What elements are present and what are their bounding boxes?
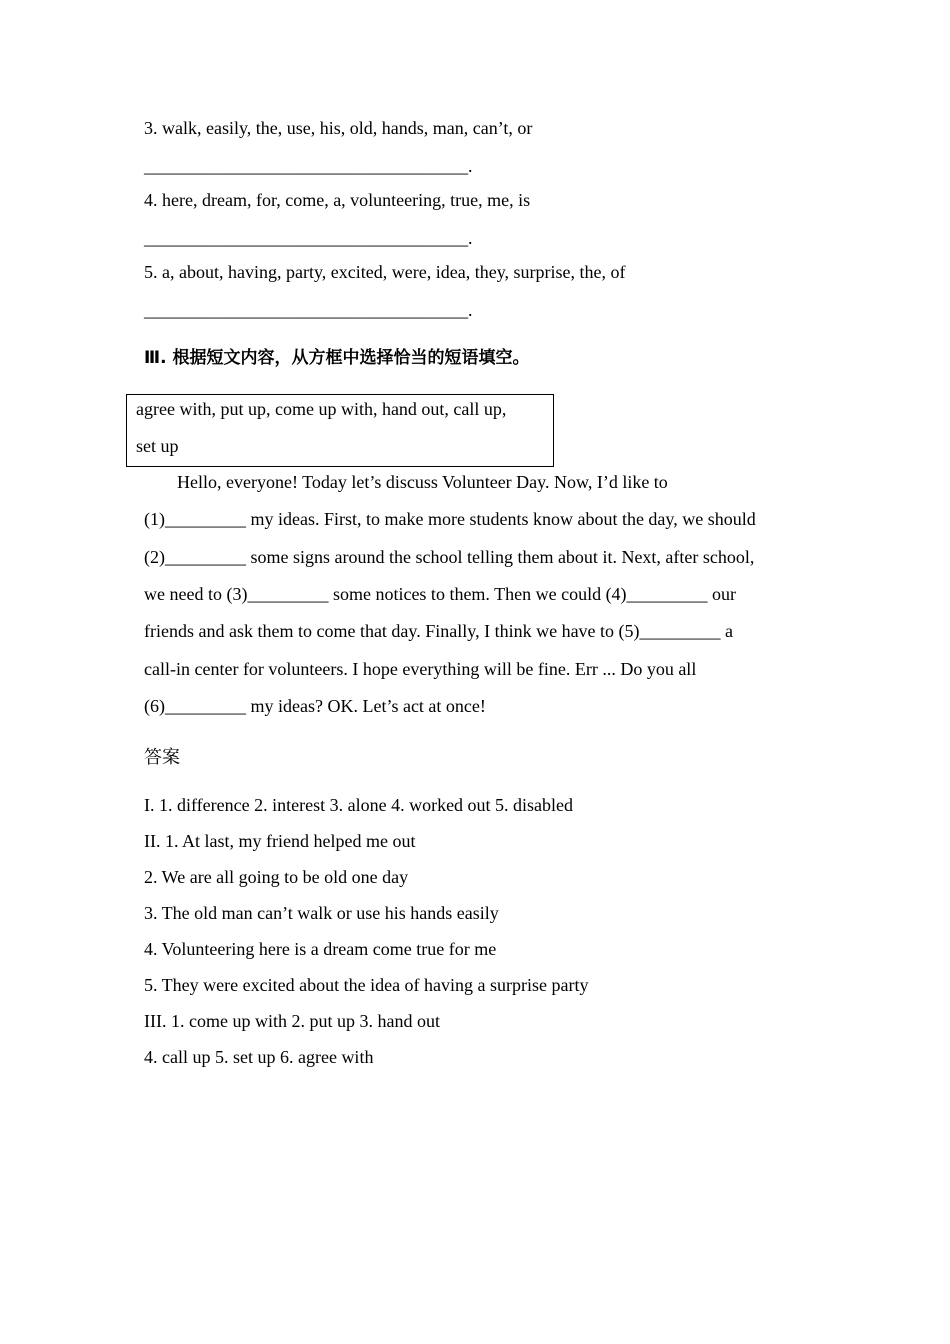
passage-line-2: (1)_________ my ideas. First, to make more students know about the day, we should [144,509,756,529]
answer-line-7: III. 1. come up with 2. put up 3. hand out [144,1011,440,1031]
item-5-prompt: 5. a, about, having, party, excited, were, idea, they, surprise, the, of [144,262,626,282]
answer-line-4: 3. The old man can’t walk or use his hands easily [144,903,499,923]
answer-line-2: II. 1. At last, my friend helped me out [144,831,416,851]
item-3-prompt: 3. walk, easily, the, use, his, old, hands, man, can’t, or [144,118,533,138]
item-3-answer-blank: ____________________________________. [144,156,473,176]
passage-line-5: friends and ask them to come that day. Finally, I think we have to (5)_________ a [144,621,734,641]
phrase-box [126,394,554,467]
answer-line-6: 5. They were excited about the idea of having a surprise party [144,975,589,995]
item-4-answer-blank: ____________________________________. [144,228,473,248]
phrase-box-line-1: agree with, put up, come up with, hand out, call up, [136,399,507,419]
passage-line-7: (6)_________ my ideas? OK. Let’s act at once! [144,696,486,716]
answers-title: 答案 [144,747,180,768]
passage-line-6: call-in center for volunteers. I hope everything will be fine. Err ... Do you all [144,659,697,679]
item-5-answer-blank: ____________________________________. [144,300,473,320]
passage-line-1: Hello, everyone! Today let’s discuss Volunteer Day. Now, I’d like to [177,472,668,492]
answer-line-5: 4. Volunteering here is a dream come true for me [144,939,497,959]
answer-line-3: 2. We are all going to be old one day [144,867,409,887]
answer-line-8: 4. call up 5. set up 6. agree with [144,1047,374,1067]
answer-line-1: I. 1. difference 2. interest 3. alone 4. worked out 5. disabled [144,795,574,815]
passage-line-4: we need to (3)_________ some notices to them. Then we could (4)_________ our [144,584,737,604]
item-4-prompt: 4. here, dream, for, come, a, volunteering, true, me, is [144,190,531,210]
passage-line-3: (2)_________ some signs around the school telling them about it. Next, after school, [144,547,755,567]
phrase-box-line-2: set up [136,436,179,456]
section-3-heading: Ⅲ. 根据短文内容，从方框中选择恰当的短语填空。 [144,348,530,368]
